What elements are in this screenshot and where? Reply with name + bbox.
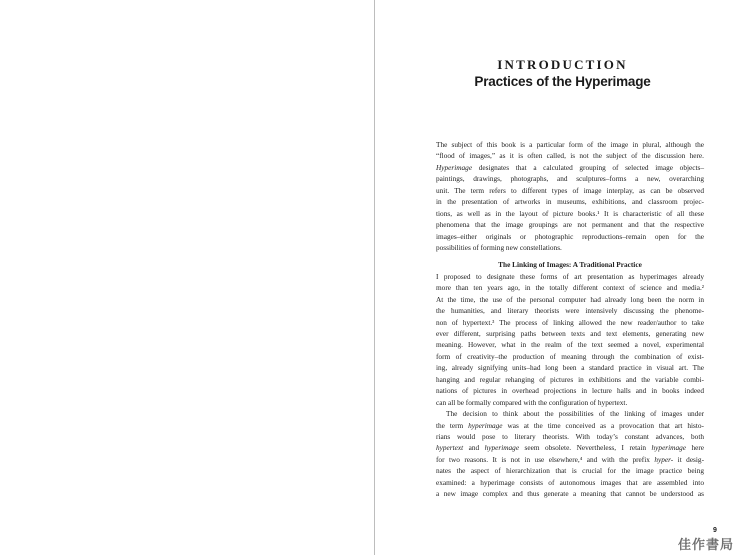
text-line: hypertext and hyperimage seem obsolete. Nevertheless, I retain hyperimage here [436, 443, 704, 453]
text-line: “flood of images,” as it is often called, is not the subject of the discussion here. [436, 151, 704, 161]
text-line: examined: a hyperimage consists of autonomous images that are assembled into [436, 477, 704, 487]
page-number: 9 [713, 527, 717, 534]
text-line: more than ten years ago, in the totally different context of science and media.² [436, 283, 704, 293]
text-line: rians would pose to literary theorists. With today’s constant advances, both [436, 431, 704, 441]
text-line: unit. The term refers to different types of image interplay, as can be observed [436, 185, 704, 195]
text-line: paintings, drawings, photographs, and sculptures–forms a new, overarching [436, 174, 704, 184]
body-text [436, 139, 704, 500]
text-line: images–either originals or photographic reproductions–remain open for the [436, 231, 704, 241]
text-line: for two reasons. It is not in use elsewhere,⁴ and with the prefix hyper- it desig- [436, 454, 705, 464]
text-line: nations of pictures in overhead projections in lecture halls and in books indeed [436, 386, 704, 396]
text-line: The decision to think about the possibilities of the linking of images under [446, 409, 704, 419]
text-line: nates the aspect of hierarchization that is crucial for the image practice being [436, 466, 704, 476]
chapter-label: INTRODUCTION [497, 57, 628, 72]
text-line: tions, as well as in the layout of picture books.¹ It is characteristic of all these [436, 208, 704, 218]
left-page-blank [0, 0, 374, 555]
chapter-title: Practices of the Hyperimage [474, 74, 651, 89]
watermark-logo: 佳作書局 [678, 538, 735, 553]
text-line: ing, already signifying units–had long been a standard practice in visual art. The [436, 363, 704, 373]
text-line: phenomena that the image groupings are not permanent and that the respective [436, 220, 704, 230]
text-line: possibilities of forming new constellations. [436, 242, 562, 252]
text-line: in the presentation of artworks in museums, exhibitions, and classroom projec- [436, 197, 704, 207]
text-line: At the time, the use of the personal computer had already long been the norm in [436, 294, 704, 304]
text-line: the humanities, and literary theorists were intensively discussing the phenome- [436, 306, 704, 316]
text-line: meaning. However, what in the realm of the text seemed a novel, experimental [436, 340, 704, 350]
right-page [375, 0, 750, 555]
text-line: ever different, surprising paths between texts and text elements, generating new [436, 329, 704, 338]
text-line: hanging and regular rehanging of pictures in exhibitions and the variable combi- [436, 374, 704, 384]
text-line: The subject of this book is a particular form of the image in plural, although the [436, 140, 704, 149]
text-line: I proposed to designate these forms of art presentation as hyperimages already [436, 271, 704, 281]
paragraph-1 [436, 139, 704, 253]
paragraph-3 [436, 408, 704, 500]
paragraph-2 [436, 271, 704, 408]
text-line: the term hyperimage was at the time conceived as a provocation that art histo- [436, 420, 704, 430]
text-line: a new image complex and thus generate a meaning that cannot be understood as [436, 489, 704, 499]
text-line: form of creativity–the production of meaning through the combination of exist- [436, 351, 704, 361]
text-line: can all be formally compared with the configuration of hypertext. [436, 397, 628, 407]
text-line: Hyperimage designates that a calculated grouping of selected image objects– [436, 162, 704, 172]
section-subheading: The Linking of Images: A Traditional Practice [498, 260, 642, 270]
text-line: non of hypertext.³ The process of linking allowed the new reader/author to take [436, 317, 704, 327]
